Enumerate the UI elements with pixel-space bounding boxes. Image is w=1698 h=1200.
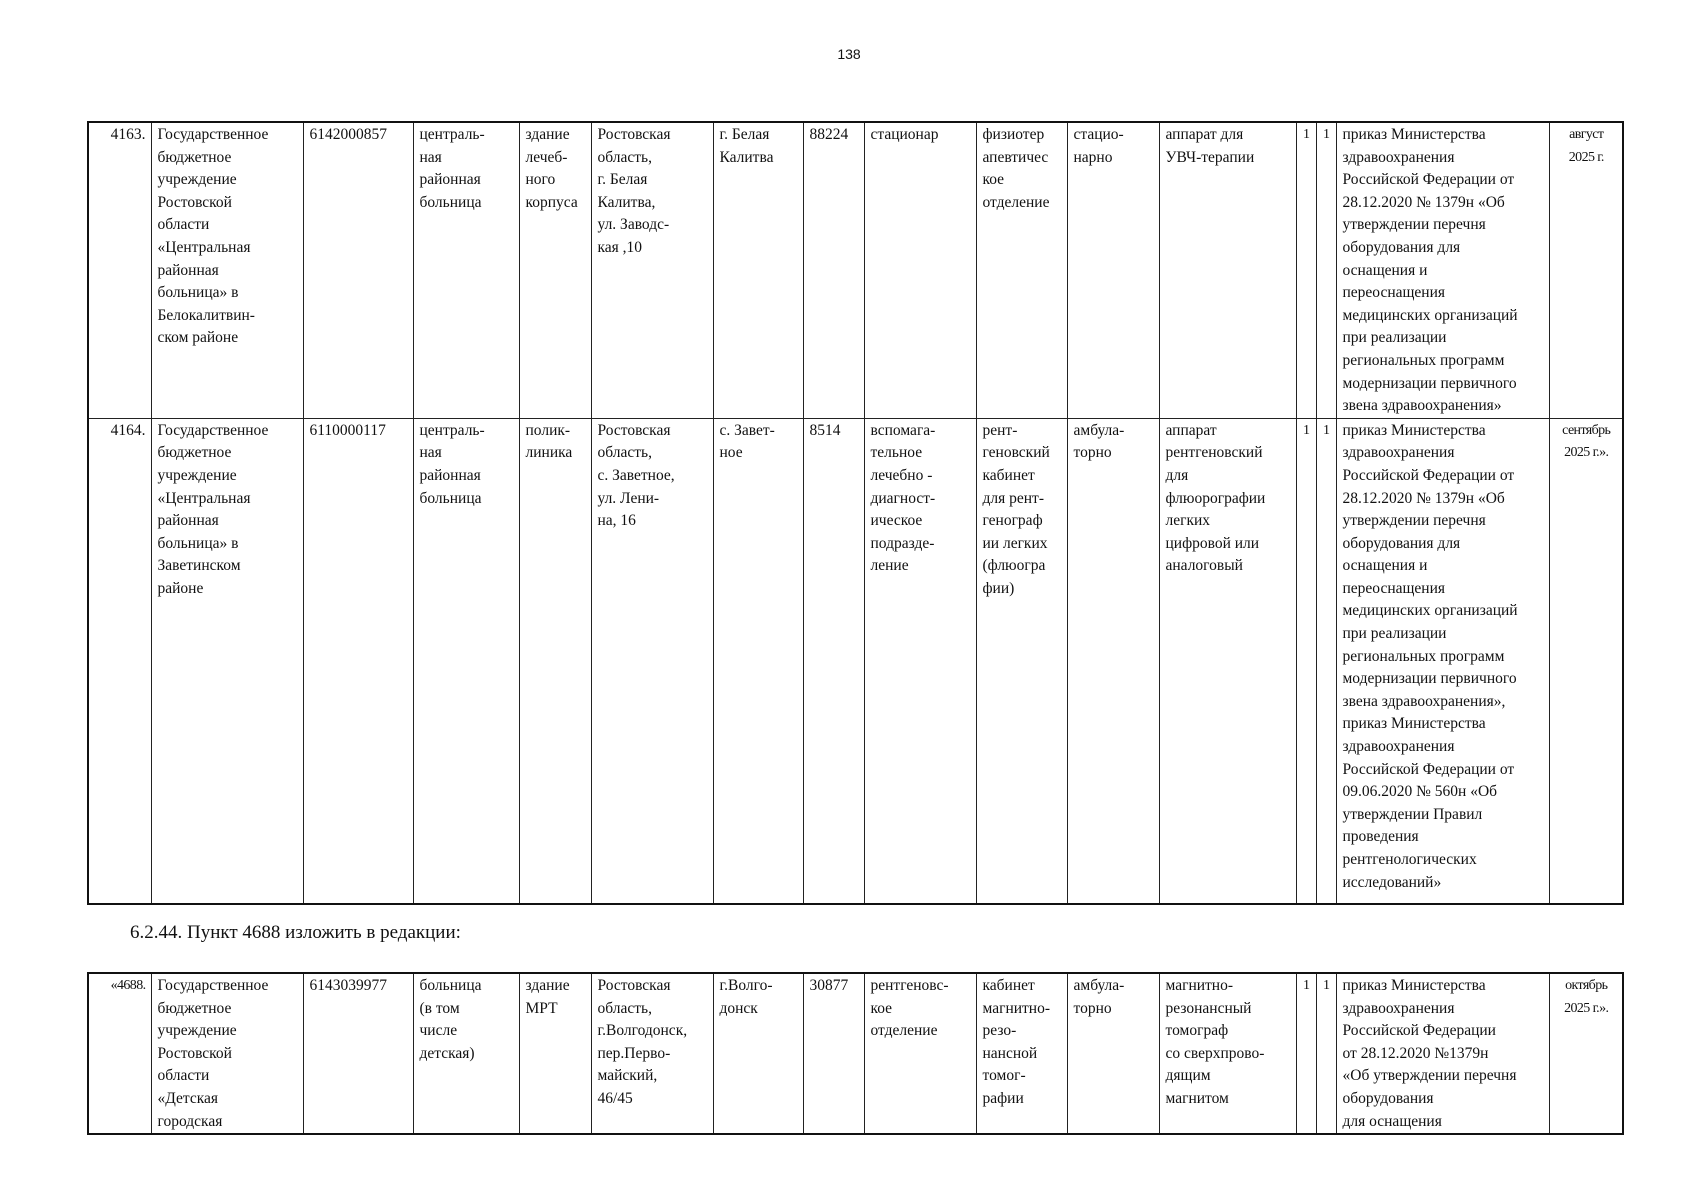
inn-code: 6110000117 [303,418,413,904]
quantity-1: 1 [1296,122,1316,418]
page-number: 138 [837,46,861,62]
care-conditions: амбула- торно [1067,973,1159,1134]
delivery-date: сентябрь 2025 г.». [1549,418,1623,904]
address: Ростовская область, с. Заветное, ул. Лени- на, 16 [591,418,713,904]
quantity-1: 1 [1296,973,1316,1134]
locality: г.Волго- донск [713,973,803,1134]
delivery-date: август 2025 г. [1549,122,1623,418]
building: здание лечеб- ного корпуса [519,122,591,418]
locality-code: 30877 [803,973,864,1134]
amendment-paragraph: 6.2.44. Пункт 4688 изложить в редакции: [130,922,461,943]
division: рентгеновс- кое отделение [864,973,976,1134]
division: вспомага- тельное лечебно - диагност- ическое подразде- ление [864,418,976,904]
equipment-table-2 [87,972,1624,1135]
unit: физиотер апевтичес кое отделение [976,122,1067,418]
unit: кабинет магнитно- резо- нансной томог- рафии [976,973,1067,1134]
equipment: аппарат рентгеновский для флюорографии легких цифровой или аналоговый [1159,418,1296,904]
organization-type: централь- ная районная больница [413,418,519,904]
care-conditions: стацио- нарно [1067,122,1159,418]
table-row [88,122,1623,418]
organization-name: Государственное бюджетное учреждение Ростовской области «Центральная районная больница» в Белокалитвин- ском районе [151,122,303,418]
address: Ростовская область, г. Белая Калитва, ул. Заводс- кая ,10 [591,122,713,418]
equipment: аппарат для УВЧ-терапии [1159,122,1296,418]
legal-basis: приказ Министерства здравоохранения Российской Федерации от 28.12.2020 № 1379н «Об утверждении перечня оборудования для оснащения и переоснащения медицинских организаций при реализации региональных программ модернизации первичного звена здравоохранения», приказ Министерства здравоохранения Российской Федерации от 09.06.2020 № 560н «Об утверждении Правил проведения рентгенологических исследований» [1336,418,1549,904]
inn-code: 6142000857 [303,122,413,418]
delivery-date: октябрь 2025 г.». [1549,973,1623,1134]
quantity-1: 1 [1296,418,1316,904]
organization-name: Государственное бюджетное учреждение «Центральная районная больница» в Заветинском районе [151,418,303,904]
quantity-2: 1 [1316,973,1336,1134]
equipment: магнитно- резонансный томограф со сверхпрово- дящим магнитом [1159,973,1296,1134]
locality-code: 8514 [803,418,864,904]
legal-basis: приказ Министерства здравоохранения Российской Федерации от 28.12.2020 №1379н «Об утверждении перечня оборудования для оснащения [1336,973,1549,1134]
quantity-2: 1 [1316,418,1336,904]
table-row [88,973,1623,1134]
quantity-2: 1 [1316,122,1336,418]
inn-code: 6143039977 [303,973,413,1134]
organization-type: централь- ная районная больница [413,122,519,418]
care-conditions: амбула- торно [1067,418,1159,904]
address: Ростовская область, г.Волгодонск, пер.Перво- майский, 46/45 [591,973,713,1134]
row-number: 4164. [88,418,151,904]
equipment-table-1 [87,121,1624,905]
locality: г. Белая Калитва [713,122,803,418]
row-number: «4688. [88,973,151,1134]
locality: с. Завет- ное [713,418,803,904]
row-number: 4163. [88,122,151,418]
organization-name: Государственное бюджетное учреждение Ростовской области «Детская городская [151,973,303,1134]
unit: рент- геновский кабинет для рент- генограф ии легких (флюогра фии) [976,418,1067,904]
legal-basis: приказ Министерства здравоохранения Российской Федерации от 28.12.2020 № 1379н «Об утверждении перечня оборудования для оснащения и переоснащения медицинских организаций при реализации региональных программ модернизации первичного звена здравоохранения» [1336,122,1549,418]
organization-type: больница (в том числе детская) [413,973,519,1134]
building: полик- линика [519,418,591,904]
table-row [88,418,1623,904]
building: здание МРТ [519,973,591,1134]
division: стационар [864,122,976,418]
locality-code: 88224 [803,122,864,418]
